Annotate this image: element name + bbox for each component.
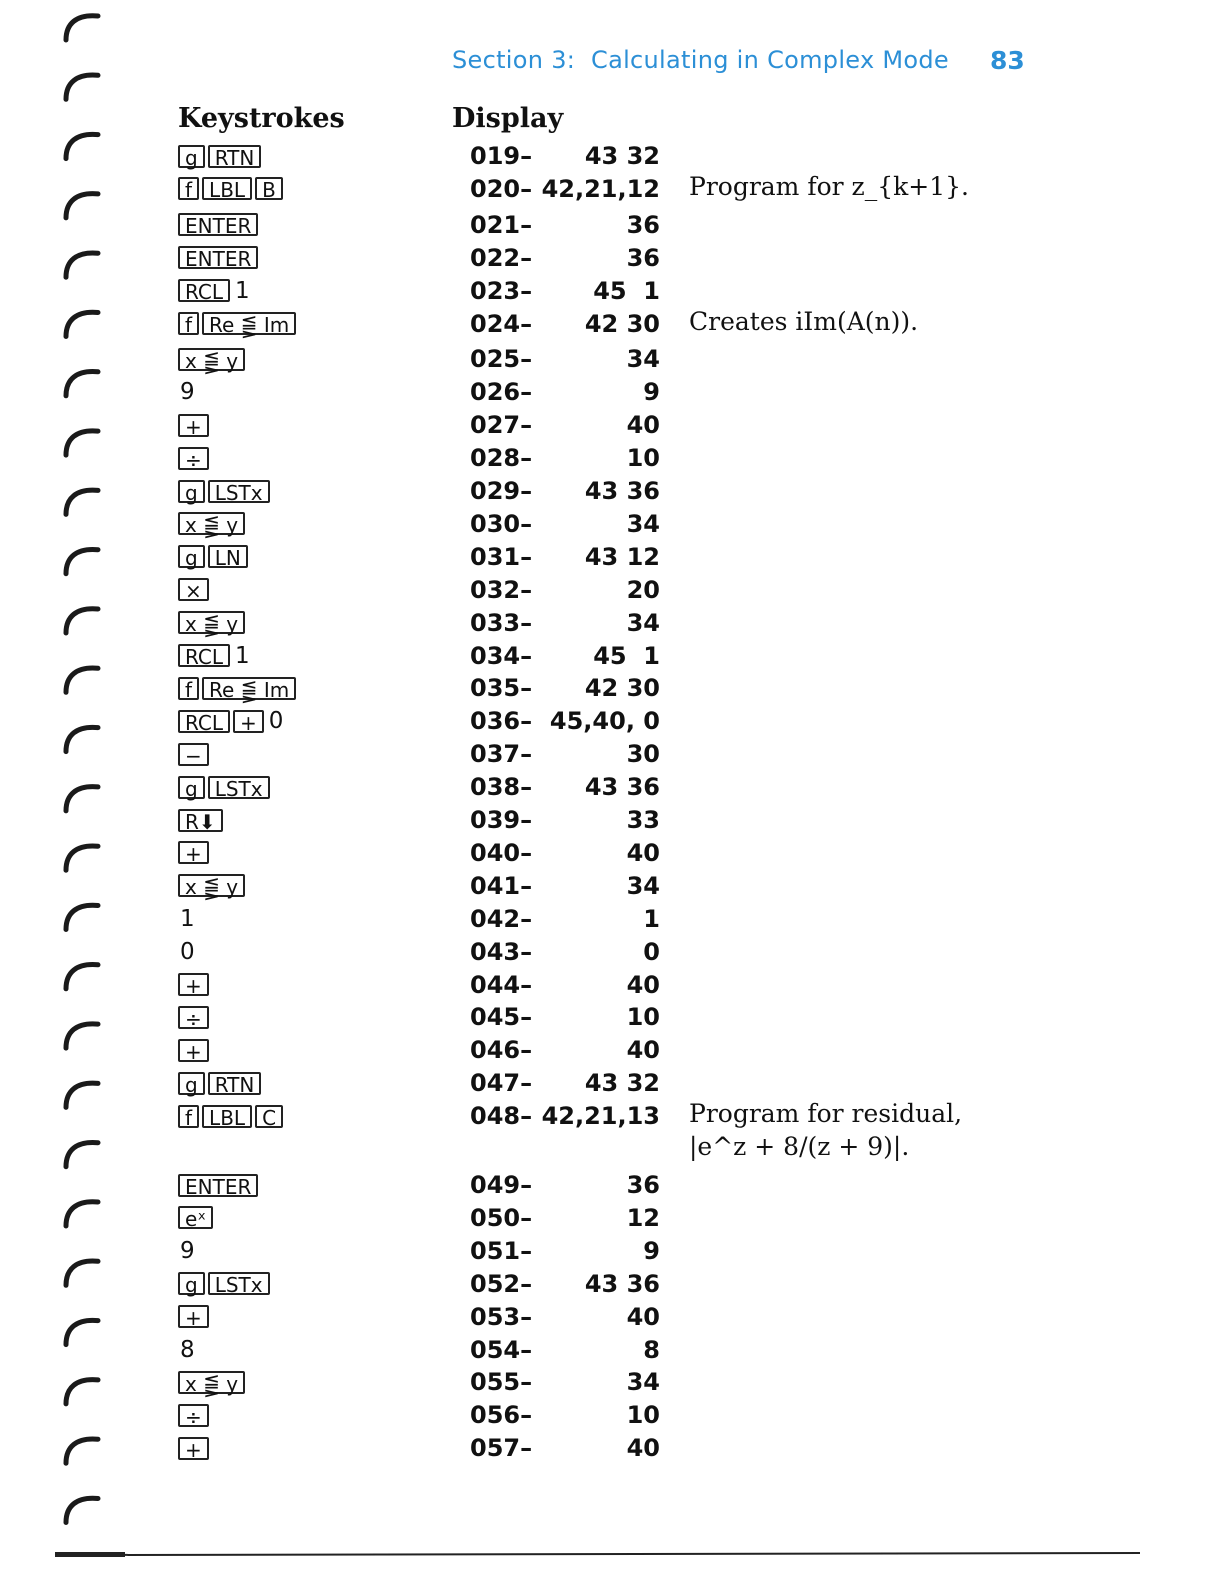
step-number: 048– <box>470 1102 533 1131</box>
calculator-key: f <box>178 677 199 700</box>
display-readout <box>470 1203 662 1233</box>
keystroke-sequence <box>178 1035 209 1065</box>
key-code: 30 <box>626 740 660 769</box>
key-code: 34 <box>626 1368 660 1397</box>
calculator-key: + <box>178 1305 209 1328</box>
display-readout <box>470 476 662 506</box>
keystroke-sequence <box>178 871 245 901</box>
keystroke-sequence <box>178 443 209 473</box>
calculator-key: LSTx <box>208 776 270 799</box>
calculator-key: g <box>178 1072 205 1095</box>
key-code: 43 32 <box>584 1069 660 1098</box>
calculator-key: Re ⪋ Im <box>202 677 296 700</box>
calculator-key: g <box>178 145 205 168</box>
display-readout <box>470 443 662 473</box>
calculator-key: g <box>178 776 205 799</box>
display-readout <box>470 706 662 736</box>
step-number: 020– <box>470 174 533 203</box>
key-code: 43 36 <box>584 477 660 505</box>
section-title: Section 3: Calculating in Complex Mode <box>452 46 949 74</box>
key-code: 45 1 <box>593 641 660 670</box>
listing-row <box>0 210 1224 240</box>
display-readout <box>470 174 662 204</box>
step-number: 030– <box>470 509 533 538</box>
calculator-key: eˣ <box>178 1206 213 1229</box>
display-readout <box>470 904 662 934</box>
listing-row <box>0 171 1224 204</box>
digit-entry: 9 <box>180 379 195 406</box>
calculator-key: g <box>178 1272 205 1295</box>
step-number: 033– <box>470 608 533 637</box>
key-code: 34 <box>626 509 660 538</box>
keystroke-sequence <box>178 1203 213 1233</box>
key-code: 1 <box>643 904 660 933</box>
key-code: 43 36 <box>584 1269 660 1298</box>
step-number: 037– <box>470 740 533 769</box>
key-code: 40 <box>626 970 660 999</box>
step-number: 050– <box>470 1203 533 1232</box>
listing-row <box>0 575 1224 605</box>
display-readout <box>470 276 662 306</box>
display-readout <box>470 739 662 769</box>
page-number: 83 <box>990 46 1025 75</box>
keystroke-sequence <box>178 377 197 407</box>
display-readout <box>470 1335 662 1365</box>
listing-row <box>0 276 1224 306</box>
display-readout <box>470 243 662 273</box>
display-readout <box>470 871 662 901</box>
listing-row <box>0 1068 1224 1098</box>
calculator-key: ENTER <box>178 246 258 269</box>
keystroke-sequence <box>178 739 209 769</box>
display-readout <box>470 1367 662 1397</box>
key-code: 34 <box>626 608 660 637</box>
step-number: 038– <box>470 773 533 802</box>
step-number: 049– <box>470 1171 533 1199</box>
keystroke-sequence <box>178 1236 197 1266</box>
calculator-key: x ⪋ y <box>178 348 245 371</box>
listing-row <box>0 1335 1224 1365</box>
calculator-key: x ⪋ y <box>178 1371 245 1394</box>
calculator-key: + <box>178 973 209 996</box>
calculator-key: ENTER <box>178 213 258 236</box>
keystroke-sequence <box>178 1400 209 1430</box>
step-number: 056– <box>470 1401 533 1430</box>
key-code: 10 <box>626 1401 660 1430</box>
digit-entry: 1 <box>180 905 195 932</box>
calculator-key: RTN <box>208 145 262 168</box>
keystroke-sequence <box>178 970 209 1000</box>
keystroke-sequence <box>178 1002 209 1032</box>
step-number: 041– <box>470 871 533 900</box>
listing-row <box>0 937 1224 967</box>
calculator-key: − <box>178 743 209 766</box>
step-comment-formula: |e^z + 8/(z + 9)|. <box>689 1132 910 1162</box>
calculator-key: ÷ <box>178 1404 209 1427</box>
step-comment: Creates iIm(A(n)). <box>689 306 919 336</box>
step-number: 035– <box>470 674 533 703</box>
key-code: 42,21,13 <box>541 1102 660 1131</box>
key-code: 20 <box>626 575 660 604</box>
step-comment: Program for z_{k+1}. <box>689 171 969 201</box>
digit-entry: 1 <box>235 642 250 669</box>
bottom-rule <box>55 1552 1140 1558</box>
step-number: 029– <box>470 477 533 505</box>
keystroke-sequence <box>178 1269 270 1299</box>
listing-row <box>0 1035 1224 1065</box>
key-code: 42 30 <box>584 674 660 703</box>
display-readout <box>470 509 662 539</box>
listing-row <box>0 871 1224 901</box>
display-readout <box>470 1433 662 1463</box>
step-number: 046– <box>470 1036 533 1065</box>
calculator-key: + <box>178 841 209 864</box>
digit-entry: 1 <box>235 277 250 304</box>
key-code: 45,40, 0 <box>549 707 660 736</box>
display-readout <box>470 1400 662 1430</box>
calculator-key: R⬇ <box>178 809 223 832</box>
listing-row <box>0 542 1224 572</box>
calculator-key: + <box>233 710 264 733</box>
calculator-key: g <box>178 480 205 503</box>
step-comment: Program for residual, <box>689 1099 963 1129</box>
key-code: 42,21,12 <box>541 174 660 203</box>
listing-row <box>0 344 1224 374</box>
key-code: 34 <box>626 345 660 374</box>
keystroke-sequence <box>178 243 258 273</box>
step-number: 025– <box>470 345 533 374</box>
keystroke-sequence <box>178 210 258 240</box>
display-readout <box>470 377 662 407</box>
listing-row <box>0 706 1224 736</box>
step-number: 021– <box>470 210 533 239</box>
display-readout <box>470 1002 662 1032</box>
step-number: 022– <box>470 243 533 272</box>
listing-row <box>0 509 1224 539</box>
keystroke-sequence <box>178 1367 245 1397</box>
keystroke-sequence <box>178 174 283 204</box>
step-number: 055– <box>470 1368 533 1397</box>
calculator-key: f <box>178 177 199 200</box>
keystroke-sequence <box>178 509 245 539</box>
display-readout <box>470 210 662 240</box>
listing-row <box>0 243 1224 273</box>
listing-row <box>0 306 1224 339</box>
display-readout <box>470 772 662 802</box>
calculator-key: + <box>178 414 209 437</box>
key-code: 40 <box>626 1036 660 1065</box>
step-number: 032– <box>470 575 533 604</box>
keystroke-sequence <box>178 673 296 703</box>
display-readout <box>470 1068 662 1098</box>
listing-row <box>0 141 1224 171</box>
key-code: 40 <box>626 1434 660 1463</box>
calculator-key: LSTx <box>208 480 270 503</box>
listing-row <box>0 641 1224 671</box>
key-code: 36 <box>626 1171 660 1199</box>
keystrokes-heading: Keystrokes <box>178 103 345 134</box>
key-code: 9 <box>643 378 660 407</box>
step-number: 052– <box>470 1269 533 1298</box>
listing-row <box>0 970 1224 1000</box>
listing-row <box>0 1367 1224 1397</box>
keystroke-sequence <box>178 937 197 967</box>
key-code: 10 <box>626 1003 660 1032</box>
keystroke-sequence <box>178 904 197 934</box>
key-code: 43 32 <box>584 142 660 170</box>
display-readout <box>470 970 662 1000</box>
key-code: 40 <box>626 1302 660 1331</box>
listing-row <box>0 805 1224 835</box>
key-code: 8 <box>643 1335 660 1364</box>
calculator-key: + <box>178 1039 209 1062</box>
step-number: 023– <box>470 276 533 305</box>
calculator-key: LBL <box>202 177 252 200</box>
key-code: 40 <box>626 411 660 440</box>
key-code: 43 12 <box>584 542 660 571</box>
step-number: 031– <box>470 542 533 571</box>
step-number: 040– <box>470 838 533 867</box>
digit-entry: 0 <box>180 938 195 965</box>
listing-row <box>0 1269 1224 1299</box>
display-readout <box>470 575 662 605</box>
calculator-key: ENTER <box>178 1174 258 1197</box>
calculator-key: g <box>178 545 205 568</box>
digit-entry: 0 <box>268 708 284 735</box>
key-code: 10 <box>626 444 660 473</box>
keystroke-sequence <box>178 1068 261 1098</box>
step-number: 043– <box>470 937 533 966</box>
keystroke-sequence <box>178 772 270 802</box>
calculator-key: RCL <box>178 279 230 302</box>
step-number: 028– <box>470 444 533 473</box>
step-number: 026– <box>470 378 533 407</box>
calculator-key: x ⪋ y <box>178 611 245 634</box>
key-code: 40 <box>626 838 660 867</box>
keystroke-sequence <box>178 410 209 440</box>
calculator-key: LN <box>208 545 248 568</box>
display-readout <box>470 1101 662 1131</box>
listing-row <box>0 673 1224 703</box>
step-number: 051– <box>470 1236 533 1265</box>
digit-entry: 8 <box>180 1336 195 1363</box>
listing-row <box>0 772 1224 802</box>
keystroke-sequence <box>178 1302 209 1332</box>
key-code: 9 <box>643 1236 660 1265</box>
key-code: 36 <box>626 243 660 272</box>
key-code: 34 <box>626 871 660 900</box>
listing-row <box>0 410 1224 440</box>
key-code: 12 <box>626 1203 660 1232</box>
display-readout <box>470 141 662 171</box>
listing-row <box>0 838 1224 868</box>
display-readout <box>470 309 662 339</box>
keystroke-sequence <box>178 838 209 868</box>
listing-row <box>0 1236 1224 1266</box>
calculator-key: f <box>178 312 199 335</box>
calculator-key: ÷ <box>178 1006 209 1029</box>
calculator-key: x ⪋ y <box>178 512 245 535</box>
step-number: 024– <box>470 309 533 338</box>
listing-row <box>0 1433 1224 1463</box>
calculator-key: C <box>255 1105 283 1128</box>
key-code: 42 30 <box>584 309 660 338</box>
display-readout <box>470 1236 662 1266</box>
display-readout <box>470 1035 662 1065</box>
display-readout <box>470 641 662 671</box>
step-number: 034– <box>470 641 533 670</box>
step-number: 047– <box>470 1069 533 1098</box>
step-number: 036– <box>470 707 533 736</box>
calculator-key: B <box>255 177 283 200</box>
keystroke-sequence <box>178 141 261 171</box>
keystroke-sequence <box>178 309 296 339</box>
keystroke-sequence <box>178 1433 209 1463</box>
keystroke-sequence <box>178 276 252 306</box>
display-readout <box>470 805 662 835</box>
keystroke-sequence <box>178 1335 197 1365</box>
calculator-key: + <box>178 1437 209 1460</box>
listing-row <box>0 1302 1224 1332</box>
listing-row <box>0 1400 1224 1430</box>
digit-entry: 9 <box>180 1237 195 1264</box>
display-readout <box>470 410 662 440</box>
listing-row <box>0 739 1224 769</box>
calculator-key: f <box>178 1105 199 1128</box>
keystroke-sequence <box>178 1170 258 1200</box>
keystroke-sequence <box>178 542 248 572</box>
step-number: 039– <box>470 806 533 834</box>
listing-row <box>0 904 1224 934</box>
display-readout <box>470 673 662 703</box>
calculator-key: x ⪋ y <box>178 874 245 897</box>
key-code: 45 1 <box>593 276 660 305</box>
keystroke-sequence <box>178 608 245 638</box>
display-readout <box>470 344 662 374</box>
calculator-key: LBL <box>202 1105 252 1128</box>
listing-row <box>0 1099 1224 1162</box>
key-code: 33 <box>626 806 660 834</box>
listing-row <box>0 476 1224 506</box>
listing-row <box>0 608 1224 638</box>
listing-row <box>0 377 1224 407</box>
keystroke-sequence <box>178 476 270 506</box>
step-number: 057– <box>470 1434 533 1463</box>
calculator-key: ÷ <box>178 447 209 470</box>
keystroke-sequence <box>178 575 209 605</box>
key-code: 43 36 <box>584 773 660 802</box>
keystroke-sequence <box>178 805 223 835</box>
calculator-key: RCL <box>178 710 230 733</box>
display-readout <box>470 937 662 967</box>
display-readout <box>470 838 662 868</box>
display-readout <box>470 1170 662 1200</box>
keystroke-sequence <box>178 641 252 671</box>
calculator-key: RCL <box>178 644 230 667</box>
keystroke-sequence <box>178 706 285 736</box>
step-number: 044– <box>470 970 533 999</box>
step-number: 054– <box>470 1335 533 1364</box>
listing-row <box>0 1002 1224 1032</box>
key-code: 36 <box>626 210 660 239</box>
step-number: 053– <box>470 1302 533 1331</box>
step-number: 019– <box>470 142 533 170</box>
step-number: 027– <box>470 411 533 440</box>
listing-row <box>0 443 1224 473</box>
display-readout <box>470 1302 662 1332</box>
keystroke-sequence <box>178 344 245 374</box>
step-number: 042– <box>470 904 533 933</box>
listing-row <box>0 1170 1224 1200</box>
keystroke-sequence <box>178 1101 283 1131</box>
display-readout <box>470 542 662 572</box>
display-heading: Display <box>452 103 564 134</box>
display-readout <box>470 1269 662 1299</box>
display-readout <box>470 608 662 638</box>
step-number: 045– <box>470 1003 533 1032</box>
listing-row <box>0 1203 1224 1233</box>
calculator-key: RTN <box>208 1072 262 1095</box>
key-code: 0 <box>643 937 660 966</box>
calculator-key: LSTx <box>208 1272 270 1295</box>
calculator-key: × <box>178 578 209 601</box>
calculator-key: Re ⪋ Im <box>202 312 296 335</box>
